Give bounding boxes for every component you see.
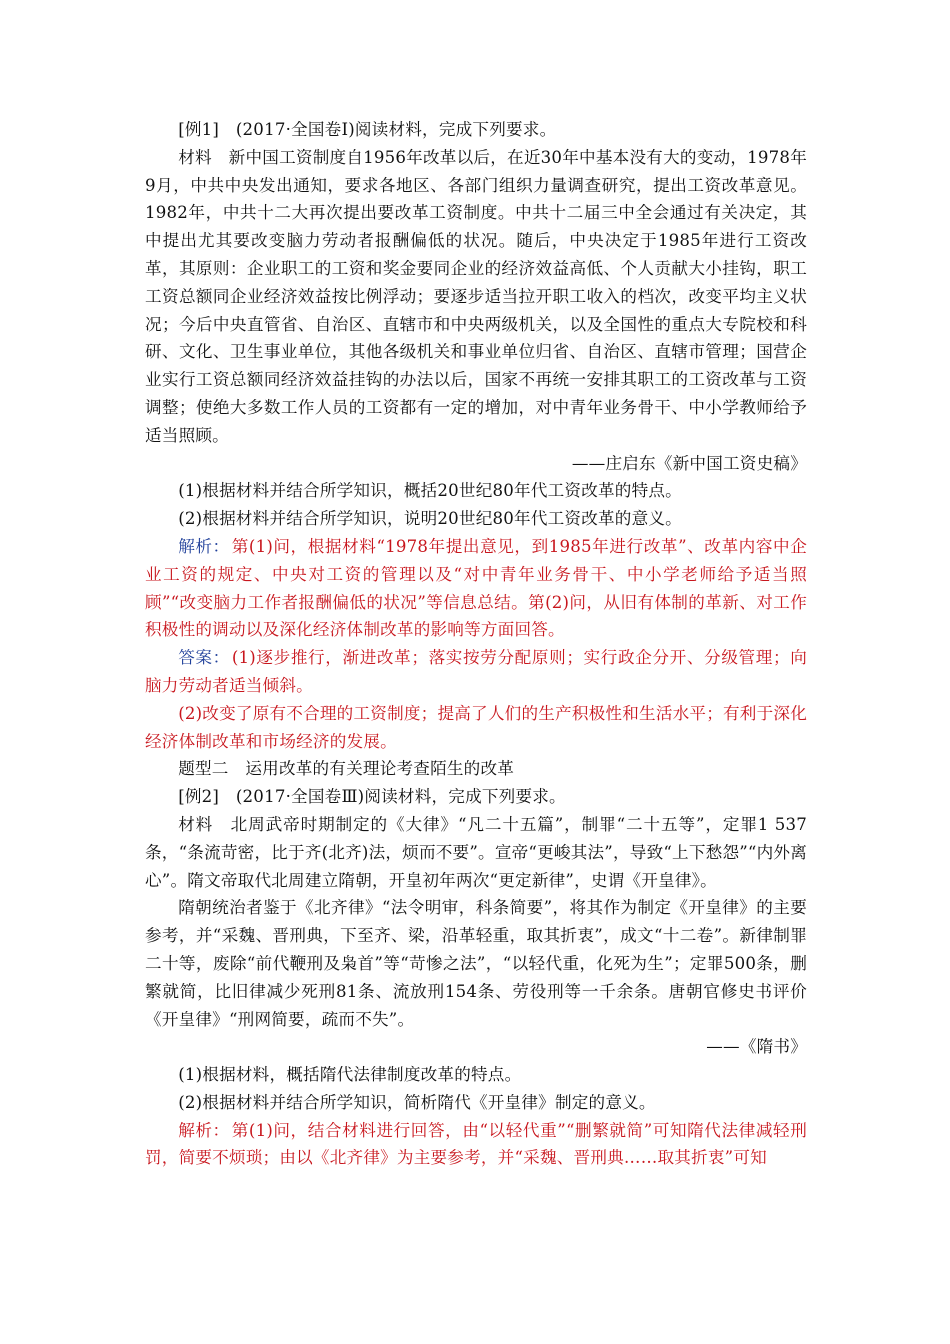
analysis-text: 第(1)问，结合材料进行回答，由“以轻代重”“删繁就简”可知隋代法律减轻刑罚，简要不烦琐；由以《北齐律》为主要参考，并“采魏、晋刑典……取其折衷”可知: [145, 1120, 807, 1168]
example-2-material-2: 隋朝统治者鉴于《北齐律》“法令明审，科条简要”，将其作为制定《开皇律》的主要参考，并“采魏、晋刑典，下至齐、梁，沿革轻重，取其折衷”，成文“十二卷”。新律制罪二十等，废除“前代鞭刑及枭首”等“苛惨之法”，“以轻代重，化死为生”；定罪500条，删繁就简，比旧律减少死刑81条、流放刑154条、劳役刑等一千余条。唐朝官修史书评价《开皇律》“刑网简要，疏而不失”。: [145, 898, 807, 1029]
example-2-analysis: [145, 1117, 807, 1173]
example-1-question-1: (1)根据材料并结合所学知识，概括20世纪80年代工资改革的特点。: [178, 481, 682, 501]
example-1-answer-1: [145, 644, 807, 700]
analysis-label: 解析：: [178, 1120, 230, 1140]
example-2-heading: [例2] (2017·全国卷Ⅲ)阅读材料，完成下列要求。: [178, 787, 566, 807]
example-1-analysis: [145, 533, 807, 644]
example-2-source: ——《隋书》: [706, 1037, 807, 1057]
type-2-heading: 题型二 运用改革的有关理论考查陌生的改革: [178, 759, 515, 779]
example-2-question-2: (2)根据材料并结合所学知识，简析隋代《开皇律》制定的意义。: [178, 1092, 656, 1112]
answer-text-1: (1)逐步推行，渐进改革；落实按劳分配原则；实行政企分开、分级管理；向脑力劳动者适当倾斜。: [145, 648, 807, 695]
analysis-label: 解析：: [178, 536, 230, 556]
example-1-answer-2: (2)改变了原有不合理的工资制度；提高了人们的生产积极性和生活水平；有利于深化经济体制改革和市场经济的发展。: [145, 703, 807, 751]
example-1-question-2: (2)根据材料并结合所学知识，说明20世纪80年代工资改革的意义。: [178, 509, 682, 529]
example-1-source: ——庄启东《新中国工资史稿》: [571, 453, 807, 473]
analysis-text: 第(1)问，根据材料“1978年提出意见，到1985年进行改革”、改革内容中企业工资的规定、中央对工资的管理以及“对中青年业务骨干、中小学老师给予适当照顾”“改变脑力工作者报酬偏低的状况”等信息总结。第(2)问，从旧有体制的革新、对工作积极性的调动以及深化经济体制改革的影响等方面回答。: [145, 536, 807, 640]
document-body: [145, 116, 807, 1172]
example-1-heading: [例1] (2017·全国卷Ⅰ)阅读材料，完成下列要求。: [178, 120, 557, 139]
example-1-material: 材料 新中国工资制度自1956年改革以后，在近30年中基本没有大的变动，1978年9月，中共中央发出通知，要求各地区、各部门组织力量调查研究，提出工资改革意见。1982年，中共十二大再次提出要改革工资制度。中共十二届三中全会通过有关决定，其中提出尤其要改变脑力劳动者报酬偏低的状况。随后，中央决定于1985年进行工资改革，其原则：企业职工的工资和奖金要同企业的经济效益高低、个人贡献大小挂钩，职工工资总额同企业经济效益按比例浮动；要逐步适当拉开职工收入的档次，改变平均主义状况；今后中央直管省、自治区、直辖市和中央两级机关，以及全国性的重点大专院校和科研、文化、卫生事业单位，其他各级机关和事业单位归省、自治区、直辖市管理；国营企业实行工资总额同经济效益挂钩的办法以后，国家不再统一安排其职工的工资改革与工资调整；使绝大多数工作人员的工资都有一定的增加，对中青年业务骨干、中小学教师给予适当照顾。: [145, 147, 807, 445]
example-2-material-1: 材料 北周武帝时期制定的《大律》“凡二十五篇”，制罪“二十五等”，定罪1 537条，“条流苛密，比于齐(北齐)法，烦而不要”。宣帝“更峻其法”，导致“上下愁怨”“内外离心”。隋文帝取代北周建立隋朝，开皇初年两次“更定新律”，史谓《开皇律》。: [145, 814, 807, 890]
example-2-question-1: (1)根据材料，概括隋代法律制度改革的特点。: [178, 1065, 522, 1085]
answer-label: 答案：: [178, 648, 230, 668]
